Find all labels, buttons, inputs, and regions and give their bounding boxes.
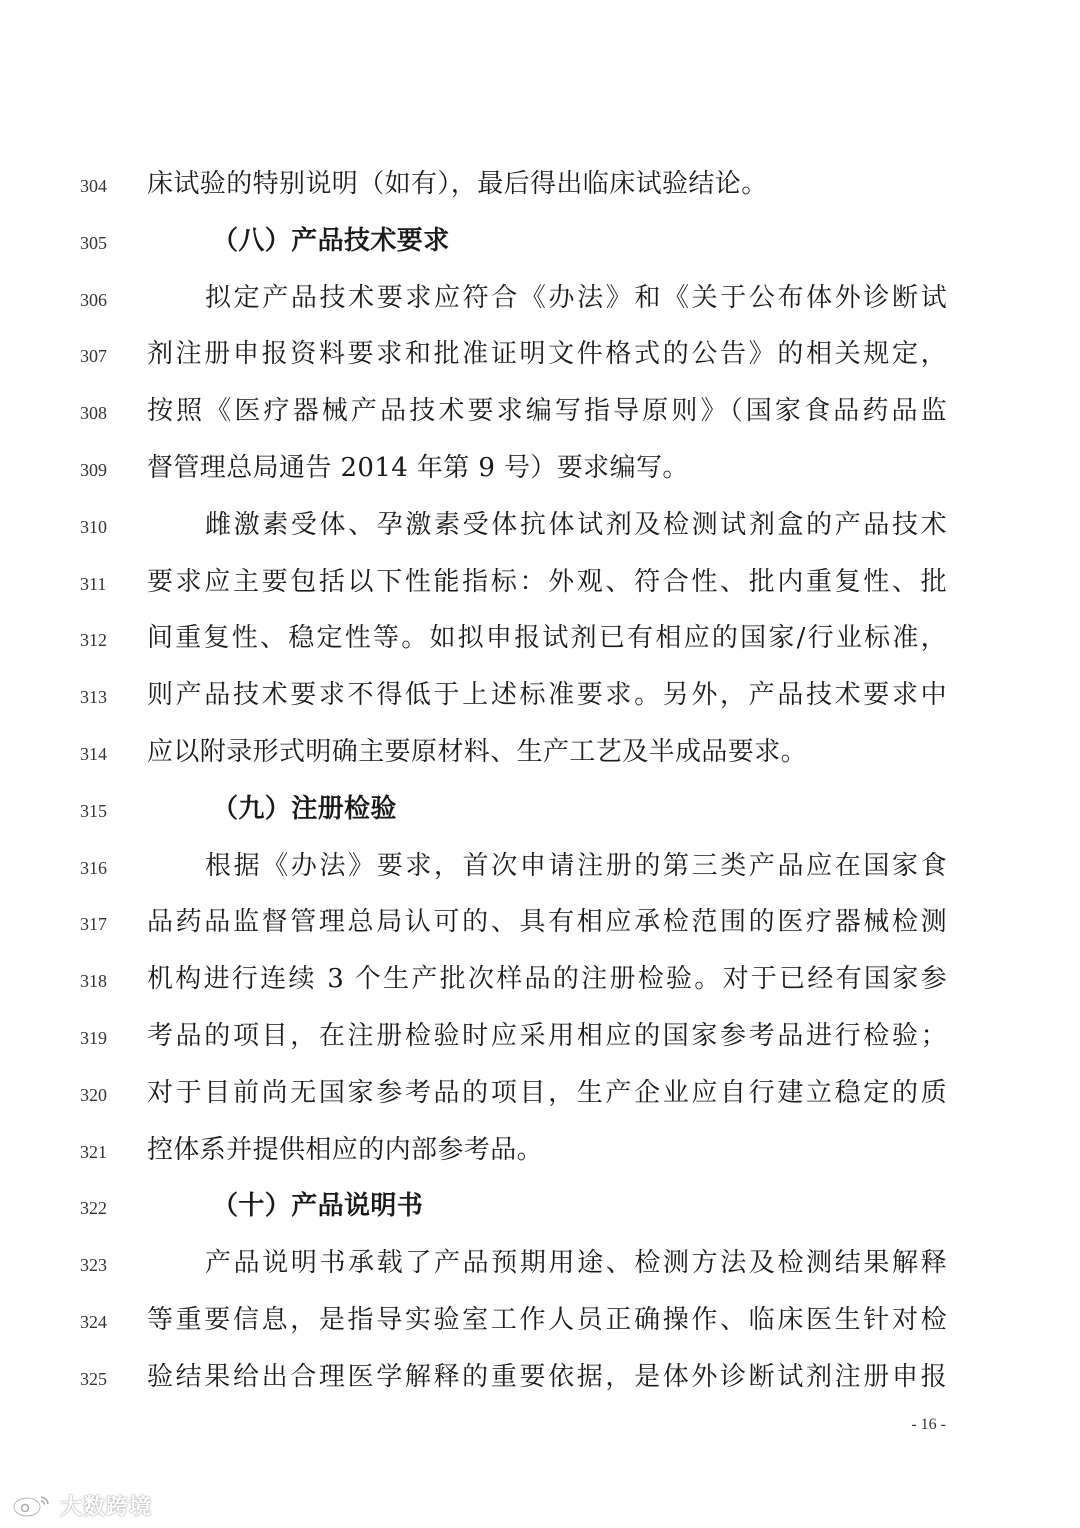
line-text: 床试验的特别说明（如有），最后得出临床试验结论。 <box>147 169 768 199</box>
line-text: 则产品技术要求不得低于上述标准要求。另外，产品技术要求中 <box>147 680 947 711</box>
line-text: 剂注册申报资料要求和批准证明文件格式的公告》的相关规定， <box>147 339 947 370</box>
text-line <box>0 1355 1080 1412</box>
section-heading: （八）产品技术要求 <box>212 225 450 256</box>
line-number: 311 <box>80 573 107 594</box>
watermark-text: 大数跨境 <box>60 1494 153 1520</box>
line-number: 310 <box>80 516 107 537</box>
line-text: 对于目前尚无国家参考品的项目，生产企业应自行建立稳定的质 <box>147 1077 947 1108</box>
text-line <box>0 1071 1080 1128</box>
line-number: 316 <box>80 857 107 878</box>
line-number: 314 <box>80 744 107 764</box>
line-text: 品药品监督管理总局认可的、具有相应承检范围的医疗器械检测 <box>147 907 947 938</box>
line-text: 验结果给出合理医学解释的重要依据，是体外诊断试剂注册申报 <box>147 1361 947 1392</box>
text-line <box>0 276 1080 333</box>
line-number: 308 <box>80 403 107 424</box>
line-number: 320 <box>80 1084 107 1105</box>
text-line <box>0 844 1080 901</box>
line-number: 321 <box>80 1141 107 1162</box>
text-line <box>0 503 1080 560</box>
line-number: 324 <box>80 1312 107 1332</box>
text-line <box>0 1014 1080 1071</box>
line-number: 319 <box>80 1028 107 1048</box>
text-line <box>0 446 1080 503</box>
text-line <box>0 332 1080 389</box>
text-line <box>0 1241 1080 1298</box>
line-number: 318 <box>80 971 107 992</box>
line-text: 机构进行连续 3 个生产批次样品的注册检验。对于已经有国家参 <box>147 964 947 995</box>
text-line <box>0 219 1080 276</box>
line-text: 间重复性、稳定性等。如拟申报试剂已有相应的国家/行业标准， <box>147 623 947 654</box>
page-number: - 16 - <box>911 1416 946 1433</box>
text-line <box>0 1128 1080 1185</box>
line-number: 322 <box>80 1198 107 1219</box>
text-line <box>0 787 1080 844</box>
line-text: 根据《办法》要求，首次申请注册的第三类产品应在国家食 <box>205 850 947 881</box>
text-line <box>0 957 1080 1014</box>
line-text: 雌激素受体、孕激素受体抗体试剂及检测试剂盒的产品技术 <box>205 509 947 540</box>
text-line <box>0 389 1080 446</box>
text-line <box>0 560 1080 617</box>
line-number: 304 <box>80 176 107 196</box>
line-number: 309 <box>80 460 107 480</box>
line-number: 307 <box>80 346 107 367</box>
line-number: 315 <box>80 800 107 821</box>
section-heading: （九）注册检验 <box>212 793 397 824</box>
watermark <box>10 1490 152 1520</box>
line-text: 控体系并提供相应的内部参考品。 <box>147 1134 544 1165</box>
line-text: 要求应主要包括以下性能指标：外观、符合性、批内重复性、批 <box>147 566 947 597</box>
line-text: 督管理总局通告 2014 年第 9 号）要求编写。 <box>147 453 689 483</box>
line-number: 325 <box>80 1368 107 1389</box>
text-line <box>0 1298 1080 1355</box>
line-text: 应以附录形式明确主要原材料、生产工艺及半成品要求。 <box>147 737 808 767</box>
text-line <box>0 1184 1080 1241</box>
text-line <box>0 730 1080 787</box>
line-number: 306 <box>80 289 107 310</box>
text-line <box>0 673 1080 730</box>
text-line <box>0 900 1080 957</box>
line-number: 317 <box>80 914 107 935</box>
line-number: 305 <box>80 232 107 253</box>
weibo-logo-icon <box>10 1492 54 1518</box>
line-text: 按照《医疗器械产品技术要求编写指导原则》（国家食品药品监 <box>147 396 947 427</box>
line-number: 323 <box>80 1255 107 1276</box>
line-text: 考品的项目，在注册检验时应采用相应的国家参考品进行检验； <box>147 1021 947 1051</box>
line-text: 产品说明书承载了产品预期用途、检测方法及检测结果解释 <box>205 1248 947 1279</box>
line-text: 拟定产品技术要求应符合《办法》和《关于公布体外诊断试 <box>205 282 947 313</box>
line-text: 等重要信息，是指导实验室工作人员正确操作、临床医生针对检 <box>147 1305 947 1335</box>
line-number: 312 <box>80 630 107 651</box>
line-number: 313 <box>80 687 107 708</box>
text-line <box>0 616 1080 673</box>
text-line <box>0 162 1080 219</box>
section-heading: （十）产品说明书 <box>212 1191 424 1222</box>
